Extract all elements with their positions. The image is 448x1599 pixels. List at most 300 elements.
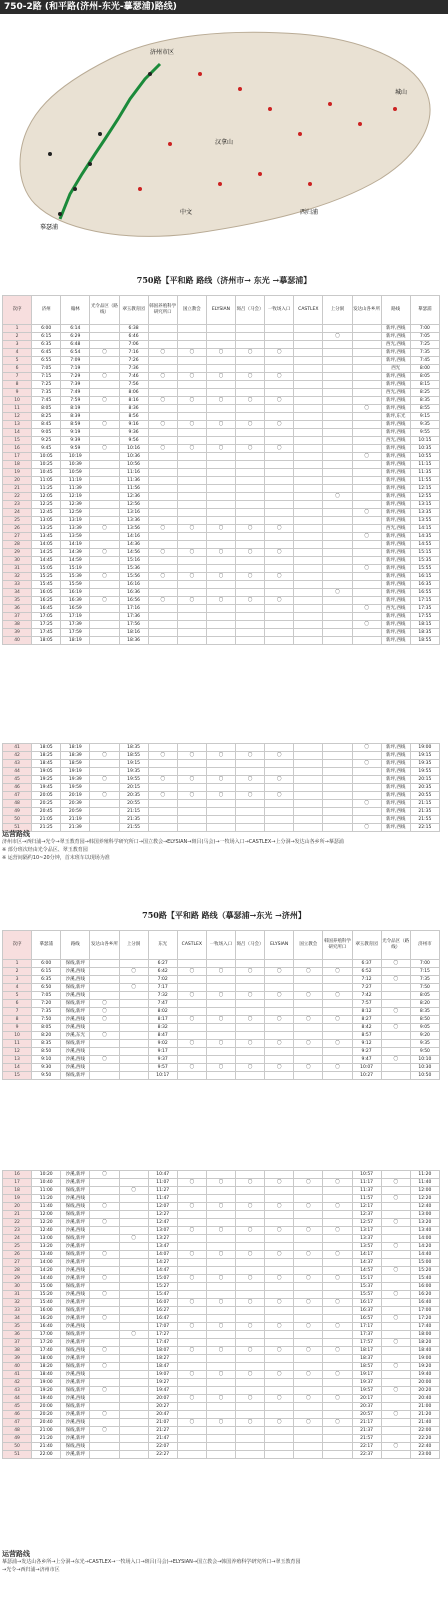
table-cell: 保线,新坪 (61, 984, 90, 992)
table-cell: 〇 (236, 397, 265, 405)
table-cell: 〇 (119, 968, 148, 976)
table-row (3, 501, 440, 509)
table-cell: 〇 (177, 1064, 206, 1072)
table-cell (206, 1435, 235, 1443)
table-cell (381, 1435, 410, 1443)
column-header: 摹瑟浦 (410, 296, 439, 325)
row-number: 19 (3, 1195, 32, 1203)
table-cell (294, 760, 323, 768)
table-cell: 14:19 (61, 541, 90, 549)
table-cell: 10:45 (32, 469, 61, 477)
table-cell (265, 1243, 294, 1251)
table-cell: 21:37 (352, 1427, 381, 1435)
table-cell: 15:40 (32, 1299, 61, 1307)
table-cell: 12:00 (410, 1187, 439, 1195)
table-cell (236, 1379, 265, 1387)
table-cell (294, 501, 323, 509)
table-cell (90, 437, 119, 445)
table-cell: 〇 (236, 992, 265, 1000)
table-cell: 新坪,西线 (381, 485, 410, 493)
table-cell (236, 565, 265, 573)
table-cell (323, 1339, 352, 1347)
table-cell (294, 341, 323, 349)
table-cell (236, 381, 265, 389)
table-cell: 15:45 (32, 581, 61, 589)
table-cell (323, 349, 352, 357)
table-row (3, 776, 440, 784)
notes-line: 摹瑟浦→发达山各乡所→上分洞→东光→CASTLEX→一牧场入口→斑吕(马会)→ELYSIAN→国立教会→韩国养殖科学研究所口→翠玉教育园 (2, 1559, 301, 1565)
table-cell (294, 349, 323, 357)
table-cell: 新坪,西线 (381, 381, 410, 389)
table-cell: 〇 (265, 1275, 294, 1283)
table-cell (236, 1411, 265, 1419)
table-cell: 11:35 (410, 469, 439, 477)
column-header: 斑吕（马会） (236, 296, 265, 325)
table-cell (206, 389, 235, 397)
table-cell: 〇 (294, 1064, 323, 1072)
table-cell (265, 1000, 294, 1008)
table-row (3, 573, 440, 581)
table-cell: 16:55 (410, 589, 439, 597)
table-cell (323, 477, 352, 485)
table-cell (294, 357, 323, 365)
table-cell (294, 573, 323, 581)
table-cell (265, 533, 294, 541)
table-cell (177, 461, 206, 469)
table-cell (294, 597, 323, 605)
table-cell: 沙溪,西线 (61, 1291, 90, 1299)
table-cell: 19:45 (32, 784, 61, 792)
table-cell (148, 509, 177, 517)
table-cell: 13:55 (410, 517, 439, 525)
route-notes-1 (2, 830, 442, 862)
table-cell: 20:00 (32, 1403, 61, 1411)
table-cell: 20:27 (148, 1403, 177, 1411)
table-cell (148, 413, 177, 421)
table-cell: 16:35 (410, 581, 439, 589)
table-cell: 新坪,西线 (381, 373, 410, 381)
table-cell: 9:37 (148, 1056, 177, 1064)
table-row (3, 389, 440, 397)
table-cell: 6:35 (32, 341, 61, 349)
table-cell: 〇 (90, 1427, 119, 1435)
table-cell: 〇 (236, 1040, 265, 1048)
table-cell: 11:19 (61, 477, 90, 485)
table-cell: 〇 (206, 776, 235, 784)
row-number: 14 (3, 1064, 32, 1072)
table-cell: 21:17 (352, 1419, 381, 1427)
table-cell: 12:27 (148, 1211, 177, 1219)
table-cell (294, 1427, 323, 1435)
table-cell (265, 1379, 294, 1387)
table-cell: 〇 (236, 1064, 265, 1072)
notes-heading: 运营路线 (2, 1550, 30, 1558)
table-cell: 13:07 (148, 1227, 177, 1235)
row-number: 37 (3, 613, 32, 621)
table-cell (265, 501, 294, 509)
table-cell (119, 1227, 148, 1235)
table-cell (177, 960, 206, 968)
table-cell: 8:05 (32, 405, 61, 413)
table-cell (119, 1411, 148, 1419)
table-cell: 11:37 (352, 1187, 381, 1195)
table-cell (265, 1072, 294, 1080)
table-cell (294, 960, 323, 968)
table-cell (294, 565, 323, 573)
table-cell (90, 325, 119, 333)
table-cell (236, 629, 265, 637)
timetable-moseulpo-to-jeju (2, 930, 440, 1080)
table-row (3, 405, 440, 413)
table-row (3, 325, 440, 333)
table-cell (148, 437, 177, 445)
table-cell: 8:02 (148, 1008, 177, 1016)
table-cell: 〇 (177, 1347, 206, 1355)
table-cell (177, 1403, 206, 1411)
table-cell: 沙溪,西线 (61, 1064, 90, 1072)
table-row (3, 1387, 440, 1395)
table-cell (206, 1379, 235, 1387)
table-cell (265, 493, 294, 501)
table-cell: 西光,西线 (381, 437, 410, 445)
table-cell (148, 581, 177, 589)
table-cell (206, 437, 235, 445)
table-cell: 14:07 (148, 1251, 177, 1259)
table-cell (206, 493, 235, 501)
table-cell (236, 1451, 265, 1459)
table-cell (294, 381, 323, 389)
table-cell: 9:35 (410, 421, 439, 429)
row-number: 46 (3, 1411, 32, 1419)
table-cell (206, 976, 235, 984)
map-label-seogwipo: 西归浦 (300, 209, 319, 216)
table-cell (294, 1024, 323, 1032)
table-cell: 〇 (381, 1411, 410, 1419)
table-cell: 12:07 (148, 1203, 177, 1211)
table-cell (323, 325, 352, 333)
table-cell: 21:35 (119, 816, 148, 824)
table-cell (236, 1403, 265, 1411)
row-number: 6 (3, 1000, 32, 1008)
table-cell: 〇 (294, 1347, 323, 1355)
table-cell (381, 1403, 410, 1411)
table-cell: 18:17 (352, 1347, 381, 1355)
table-cell: 10:16 (119, 445, 148, 453)
table-row (3, 800, 440, 808)
table-cell (381, 1187, 410, 1195)
table-cell: 10:39 (61, 461, 90, 469)
table-cell (323, 1187, 352, 1195)
table-cell: 新坪,西线 (381, 517, 410, 525)
table-cell (381, 1347, 410, 1355)
table-cell (236, 768, 265, 776)
map-poi (48, 152, 52, 156)
table-cell: 沙溪,西线 (61, 1195, 90, 1203)
table-cell: 新坪,西线 (381, 768, 410, 776)
row-number: 35 (3, 597, 32, 605)
table1-title: 750路【平和路 路线（济州市→ 东光 →摹瑟浦】 (136, 275, 312, 285)
row-number: 11 (3, 405, 32, 413)
table-cell (294, 784, 323, 792)
table-cell (323, 1363, 352, 1371)
table-cell: 〇 (265, 1040, 294, 1048)
table-cell: 〇 (265, 776, 294, 784)
table-cell (177, 1355, 206, 1363)
table-row (3, 1283, 440, 1291)
table-cell (381, 1283, 410, 1291)
table-row (3, 1171, 440, 1179)
table-cell: 7:35 (32, 389, 61, 397)
row-number: 35 (3, 1323, 32, 1331)
table-cell: 16:47 (148, 1315, 177, 1323)
table-row (3, 1032, 440, 1040)
table-cell: 15:15 (410, 549, 439, 557)
table-cell (294, 429, 323, 437)
table-cell (323, 1171, 352, 1179)
table-cell: 沙溪,新坪 (61, 1315, 90, 1323)
table-cell (294, 629, 323, 637)
table-cell: 7:26 (119, 357, 148, 365)
table-cell: 〇 (265, 1227, 294, 1235)
table-cell: 〇 (294, 1323, 323, 1331)
row-number: 3 (3, 976, 32, 984)
table-cell (352, 792, 381, 800)
row-number: 5 (3, 992, 32, 1000)
table-cell: 18:16 (119, 629, 148, 637)
table-row (3, 541, 440, 549)
table-cell (206, 1032, 235, 1040)
table-cell: 18:25 (32, 752, 61, 760)
table-cell (119, 1040, 148, 1048)
table-cell: 14:27 (148, 1259, 177, 1267)
table-cell (323, 621, 352, 629)
table-cell: 14:47 (148, 1267, 177, 1275)
table-cell: 8:25 (32, 413, 61, 421)
notes-line: ※ 运营间隔约10~20分钟，首末班车以现场为准 (2, 855, 110, 861)
table-cell (119, 1443, 148, 1451)
table-cell: 〇 (294, 1179, 323, 1187)
table-cell: 21:07 (148, 1419, 177, 1427)
table-cell: 18:36 (119, 637, 148, 645)
table-cell (90, 1235, 119, 1243)
table-cell: 〇 (177, 525, 206, 533)
table-cell: 17:40 (32, 1347, 61, 1355)
table-cell (236, 816, 265, 824)
column-header: ELYSIAN (206, 296, 235, 325)
table-cell (148, 541, 177, 549)
table-cell (206, 341, 235, 349)
table-cell (381, 1211, 410, 1219)
row-number: 49 (3, 808, 32, 816)
column-header: 一牧场入口 (206, 931, 235, 960)
table-cell (90, 1403, 119, 1411)
map-label-jungmun: 中文 (180, 209, 193, 216)
table-cell (177, 629, 206, 637)
table-cell: 17:36 (119, 613, 148, 621)
table-cell: 〇 (206, 573, 235, 581)
table-cell: 10:55 (410, 453, 439, 461)
table-cell (206, 1056, 235, 1064)
table-cell: 13:17 (352, 1227, 381, 1235)
table-cell: 沙溪,新坪 (61, 1339, 90, 1347)
table-cell: 〇 (381, 1315, 410, 1323)
row-number: 19 (3, 469, 32, 477)
table-cell (90, 768, 119, 776)
table-cell (265, 517, 294, 525)
column-header: 翰林 (61, 296, 90, 325)
table-cell (236, 1427, 265, 1435)
table-cell: 〇 (90, 1347, 119, 1355)
table-cell (265, 477, 294, 485)
table-cell (265, 605, 294, 613)
map-poi (268, 107, 272, 111)
table-cell (206, 365, 235, 373)
table-cell: 〇 (352, 533, 381, 541)
table-cell: 〇 (236, 373, 265, 381)
row-number: 34 (3, 1315, 32, 1323)
table-row (3, 429, 440, 437)
table-cell: 14:45 (32, 557, 61, 565)
table-cell (294, 333, 323, 341)
table-cell: 9:15 (410, 413, 439, 421)
table-cell (381, 1427, 410, 1435)
table-cell: 10:40 (32, 1179, 61, 1187)
table-cell: 8:35 (410, 1008, 439, 1016)
table-cell (265, 784, 294, 792)
row-number: 27 (3, 1259, 32, 1267)
table-cell: 6:42 (148, 968, 177, 976)
table-cell (294, 1072, 323, 1080)
table-cell (236, 1219, 265, 1227)
table-cell: 11:07 (148, 1179, 177, 1187)
table-cell: 〇 (236, 792, 265, 800)
row-number: 8 (3, 1016, 32, 1024)
table-cell (323, 469, 352, 477)
table-cell: 〇 (177, 1275, 206, 1283)
table-cell (265, 1403, 294, 1411)
table-cell (381, 1395, 410, 1403)
table-cell (206, 357, 235, 365)
table-cell: 14:57 (352, 1267, 381, 1275)
table-cell: 7:50 (32, 1016, 61, 1024)
table-cell (323, 1403, 352, 1411)
table-cell: 19:15 (410, 752, 439, 760)
table-cell: 8:47 (148, 1032, 177, 1040)
table-cell: 19:37 (352, 1379, 381, 1387)
table-cell: 〇 (236, 1251, 265, 1259)
table-cell (236, 613, 265, 621)
table-cell (236, 341, 265, 349)
row-number: 26 (3, 525, 32, 533)
table-cell (119, 1048, 148, 1056)
table-cell (177, 613, 206, 621)
table-cell (323, 501, 352, 509)
table-cell (352, 477, 381, 485)
row-number: 11 (3, 1040, 32, 1048)
table-cell: 17:00 (410, 1307, 439, 1315)
map-poi (58, 212, 62, 216)
table-cell: 新坪,西线 (381, 800, 410, 808)
table-cell: 20:59 (61, 808, 90, 816)
table-cell: 8:59 (61, 421, 90, 429)
table-cell: 〇 (206, 373, 235, 381)
row-number: 14 (3, 429, 32, 437)
table-cell (323, 1355, 352, 1363)
table-cell: 15:20 (32, 1291, 61, 1299)
table-cell (294, 752, 323, 760)
table-row (3, 453, 440, 461)
table-cell (352, 341, 381, 349)
table-cell (236, 1032, 265, 1040)
table-cell (294, 1291, 323, 1299)
table-cell (294, 405, 323, 413)
table-cell: 新坪,西线 (381, 541, 410, 549)
table-cell: 〇 (352, 824, 381, 832)
table-cell: 7:00 (410, 325, 439, 333)
table-cell (206, 1219, 235, 1227)
table-cell (323, 1267, 352, 1275)
column-header: 上分洞 (119, 931, 148, 960)
row-number: 51 (3, 824, 32, 832)
table-cell: 〇 (206, 525, 235, 533)
table-cell (148, 341, 177, 349)
table-cell: 〇 (323, 333, 352, 341)
row-number: 49 (3, 1435, 32, 1443)
table-cell (177, 517, 206, 525)
table-row (3, 752, 440, 760)
table-cell: 〇 (206, 397, 235, 405)
table-cell (352, 808, 381, 816)
table-cell: 〇 (381, 1024, 410, 1032)
table-cell: 12:40 (410, 1203, 439, 1211)
column-header: 东光 (148, 931, 177, 960)
table-cell (90, 1259, 119, 1267)
row-number: 22 (3, 1219, 32, 1227)
table-cell: 〇 (177, 1395, 206, 1403)
table-cell (265, 1195, 294, 1203)
table-cell: 〇 (90, 776, 119, 784)
table-cell (323, 381, 352, 389)
row-number: 7 (3, 373, 32, 381)
table-row (3, 349, 440, 357)
table-cell: 21:20 (32, 1435, 61, 1443)
table-cell (119, 1339, 148, 1347)
table-cell: 22:00 (410, 1427, 439, 1435)
table-cell: 〇 (236, 968, 265, 976)
table-cell (177, 1259, 206, 1267)
map-poi (98, 132, 102, 136)
table-cell (381, 1371, 410, 1379)
table-cell (148, 605, 177, 613)
table-cell: 11:20 (32, 1195, 61, 1203)
table-cell: 〇 (323, 493, 352, 501)
table-cell: 7:20 (32, 1000, 61, 1008)
row-number: 2 (3, 333, 32, 341)
table-cell: 11:57 (352, 1195, 381, 1203)
table-row (3, 485, 440, 493)
table-cell (119, 1315, 148, 1323)
column-header: 国立教会 (294, 931, 323, 960)
row-number: 50 (3, 1443, 32, 1451)
table-cell (265, 1291, 294, 1299)
table-cell (119, 1435, 148, 1443)
table-cell: 保线,新坪 (61, 1251, 90, 1259)
table2-title: 750路【平和路 路线（摹瑟浦→东光 →济州】 (142, 910, 306, 920)
table-cell: 〇 (90, 1387, 119, 1395)
table-cell (294, 1363, 323, 1371)
table-cell (294, 605, 323, 613)
timetable-moseulpo-to-jeju-later (2, 1170, 440, 1459)
